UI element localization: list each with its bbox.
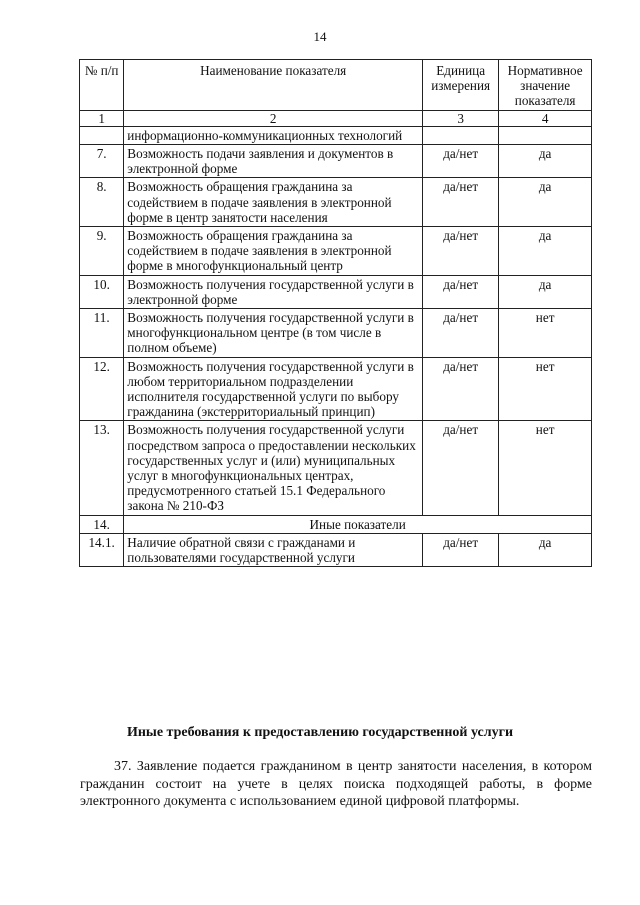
table-row <box>80 275 592 308</box>
row-norm <box>499 126 592 144</box>
row-name: Возможность подачи заявления и документов в электронной форме <box>124 145 423 178</box>
body-paragraph: 37. Заявление подается гражданином в центр занятости населения, в котором гражданин состоит на учете в целях поиска подходящей работы, в форме электронного документа с использованием единой цифровой платформы. <box>80 759 592 809</box>
group-row <box>80 515 592 533</box>
row-name: Возможность получения государственной услуги в электронной форме <box>124 275 423 308</box>
row-name: Возможность получения государственной услуги в любом территориальном подразделении исполнителя государственной услуги по выбору гражданина (экстерриториальный принцип) <box>124 357 423 421</box>
table-row <box>80 421 592 515</box>
header-name: Наименование показателя <box>124 60 423 111</box>
page-number: 14 <box>313 29 327 44</box>
row-name: информационно-коммуникационных технологий <box>124 126 423 144</box>
row-unit: да/нет <box>423 421 499 515</box>
row-norm: да <box>499 275 592 308</box>
row-norm: нет <box>499 421 592 515</box>
table-row <box>80 309 592 358</box>
row-unit: да/нет <box>423 533 499 566</box>
row-unit: да/нет <box>423 145 499 178</box>
row-number: 9. <box>80 227 124 276</box>
row-norm: да <box>499 178 592 227</box>
table-row <box>80 178 592 227</box>
row-number: 11. <box>80 309 124 358</box>
table-row <box>80 227 592 276</box>
row-number: 14.1. <box>80 533 124 566</box>
row-unit: да/нет <box>423 178 499 227</box>
row-number: 8. <box>80 178 124 227</box>
row-name: Возможность получения государственной услуги в многофункциональном центре (в том числе в полном объеме) <box>124 309 423 358</box>
table-header-row <box>80 60 592 111</box>
row-unit: да/нет <box>423 309 499 358</box>
column-number: 3 <box>423 110 499 126</box>
row-norm: да <box>499 145 592 178</box>
row-name: Возможность обращения гражданина за содействием в подаче заявления в электронной форме в многофункциональный центр <box>124 227 423 276</box>
group-label: Иные показатели <box>124 515 592 533</box>
row-number: 10. <box>80 275 124 308</box>
row-norm: нет <box>499 309 592 358</box>
row-number: 14. <box>80 515 124 533</box>
column-number: 4 <box>499 110 592 126</box>
table-row <box>80 145 592 178</box>
row-number <box>80 126 124 144</box>
row-unit: да/нет <box>423 227 499 276</box>
row-number: 13. <box>80 421 124 515</box>
table-row <box>80 126 592 144</box>
row-unit <box>423 126 499 144</box>
row-norm: да <box>499 533 592 566</box>
indicators-table <box>79 59 592 567</box>
row-unit: да/нет <box>423 357 499 421</box>
section-heading: Иные требования к предоставлению государственной услуги <box>126 725 514 740</box>
row-name: Возможность получения государственной услуги посредством запроса о предоставлении нескольких государственных услуг и (или) муниципальных услуг в многофункциональных центрах, предусмотренного статьей 15.1 Федерального закона № 210-ФЗ <box>124 421 423 515</box>
column-numbers-row <box>80 110 592 126</box>
header-unit: Единица измерения <box>423 60 499 111</box>
row-number: 12. <box>80 357 124 421</box>
table-row <box>80 357 592 421</box>
row-norm: нет <box>499 357 592 421</box>
header-number: № п/п <box>80 60 124 111</box>
column-number: 2 <box>124 110 423 126</box>
row-unit: да/нет <box>423 275 499 308</box>
row-name: Наличие обратной связи с гражданами и пользователями государственной услуги <box>124 533 423 566</box>
row-number: 7. <box>80 145 124 178</box>
row-norm: да <box>499 227 592 276</box>
column-number: 1 <box>80 110 124 126</box>
table-row <box>80 533 592 566</box>
header-norm: Нормативное значение показателя <box>499 60 592 111</box>
row-name: Возможность обращения гражданина за содействием в подаче заявления в электронной форме в центр занятости населения <box>124 178 423 227</box>
